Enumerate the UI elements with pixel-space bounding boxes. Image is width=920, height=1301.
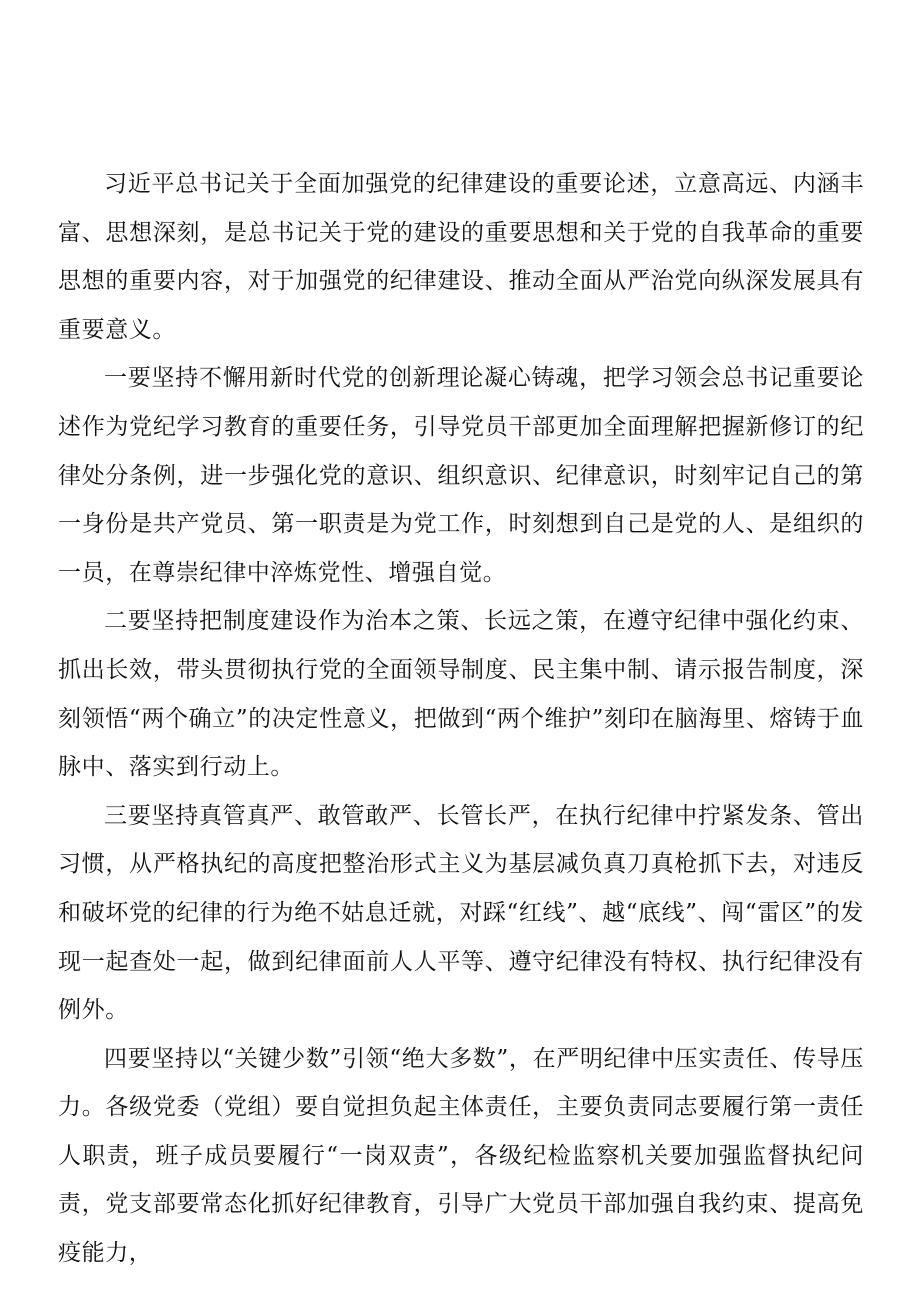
paragraph-point-four: 四要坚持以“关键少数”引领“绝大多数”，在严明纪律中压实责任、传导压力。各级党委（党组）要自觉担负起主体责任，主要负责同志要履行第一责任人职责，班子成员要履行“一岗双责”，各级纪检监察机关要加强监督执纪问责，党支部要常态化抓好纪律教育，引导广大党员干部加强自我约束、提高免疫能力，	[58, 1045, 864, 1267]
paragraph-point-two: 二要坚持把制度建设作为治本之策、长远之策，在遵守纪律中强化约束、抓出长效，带头贯彻执行党的全面领导制度、民主集中制、请示报告制度，深刻领悟“两个确立”的决定性意义，把做到“两个维护”刻印在脑海里、熔铸于血脉中、落实到行动上。	[58, 608, 864, 781]
document-body	[58, 160, 864, 1278]
paragraph-point-one: 一要坚持不懈用新时代党的创新理论凝心铸魂，把学习领会总书记重要论述作为党纪学习教育的重要任务，引导党员干部更加全面理解把握新修订的纪律处分条例，进一步强化党的意识、组织意识、纪律意识，时刻牢记自己的第一身份是共产党员、第一职责是为党工作，时刻想到自己是党的人、是组织的一员，在尊崇纪律中淬炼党性、增强自觉。	[58, 365, 864, 586]
paragraph-intro: 习近平总书记关于全面加强党的纪律建设的重要论述，立意高远、内涵丰富、思想深刻，是总书记关于党的建设的重要思想和关于党的自我革命的重要思想的重要内容，对于加强党的纪律建设、推动全面从严治党向纵深发展具有重要意义。	[58, 171, 864, 343]
paragraph-point-three: 三要坚持真管真严、敢管敢严、长管长严，在执行纪律中拧紧发条、管出习惯，从严格执纪的高度把整治形式主义为基层减负真刀真枪抓下去，对违反和破坏党的纪律的行为绝不姑息迁就，对踩“红线”、越“底线”、闯“雷区”的发现一起查处一起，做到纪律面前人人平等、遵守纪律没有特权、执行纪律没有例外。	[58, 802, 864, 1024]
